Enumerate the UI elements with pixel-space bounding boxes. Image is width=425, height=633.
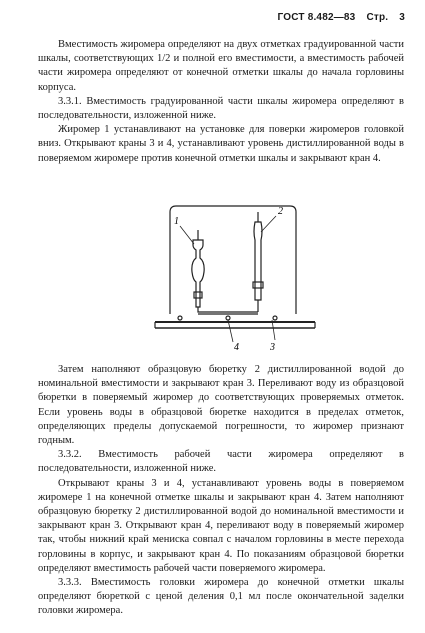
figure-label-1: 1 [174, 216, 179, 227]
figure-label-4: 4 [234, 342, 239, 353]
paragraph: 3.3.2. Вместимость рабочей части жиромера определяют в последовательности, изложенной ниже. [38, 449, 404, 475]
page-number: 3 [399, 12, 405, 23]
paragraph: Вместимость жиромера определяют на двух отметках градуированной части шкалы, соответствующих 1/2 и полной его вместимости, а вместимость рабочей части жиромера определяют от конечной отметки шкалы до начала горловины корпуса. [38, 39, 404, 93]
text-block-top [38, 38, 404, 166]
paragraph: 3.3.3. Вместимость головки жиромера до конечной отметки шкалы определяют бюреткой с ценой деления 0,1 мл после окончательной заделки головки жиромера. [38, 577, 404, 617]
figure-label-2: 2 [278, 206, 283, 217]
page-header [270, 12, 405, 23]
standard-number: ГОСТ 8.482—83 [277, 12, 356, 23]
paragraph: 3.3.1. Вместимость градуированной части шкалы жиромера определяют в последовательности, изложенной ниже. [38, 95, 404, 122]
paragraph: Открывают краны 3 и 4, устанавливают уровень воды в поверяемом жиромере 1 на конечной отметке шкалы и закрывают кран 4. Затем наполняют образцовую бюретку 2 дистиллированной водой до номинальной вместимости и закрывают кран 3. Открывают кран 4, переливают воду в поверяемый жиромер так, чтобы нижний край мениска совпал с началом горловины в месте перехода горловины в корпус, и закрывают кран 4. По показаниям образцовой бюретки определяют вместимость рабочей части поверяемого жиромера. [38, 477, 404, 574]
paragraph: Затем наполняют образцовую бюретку 2 дистиллированной водой до номинальной вместимости и закрывают кран 3. Переливают воду из образцовой бюретки в поверяемый жиромер до соответствующих проверяемых отметок. Если уровень воды в образцовой бюретке находится в пределах отметок, определяющих пределы допускаемой погрешности, то жиромер признают годным. [38, 364, 404, 447]
apparatus-figure [150, 202, 325, 360]
figure-label-3: 3 [270, 342, 275, 353]
apparatus-diagram [150, 202, 325, 360]
paragraph: Жиромер 1 устанавливают на установке для поверки жиромеров головкой вниз. Открывают краны 3 и 4, устанавливают уровень дистиллированной воды в поверяемом жиромере против конечной отметки шкалы и закрывают кран 4. [38, 124, 404, 164]
page-label: Стр. [366, 12, 389, 23]
text-block-bottom [38, 363, 404, 619]
